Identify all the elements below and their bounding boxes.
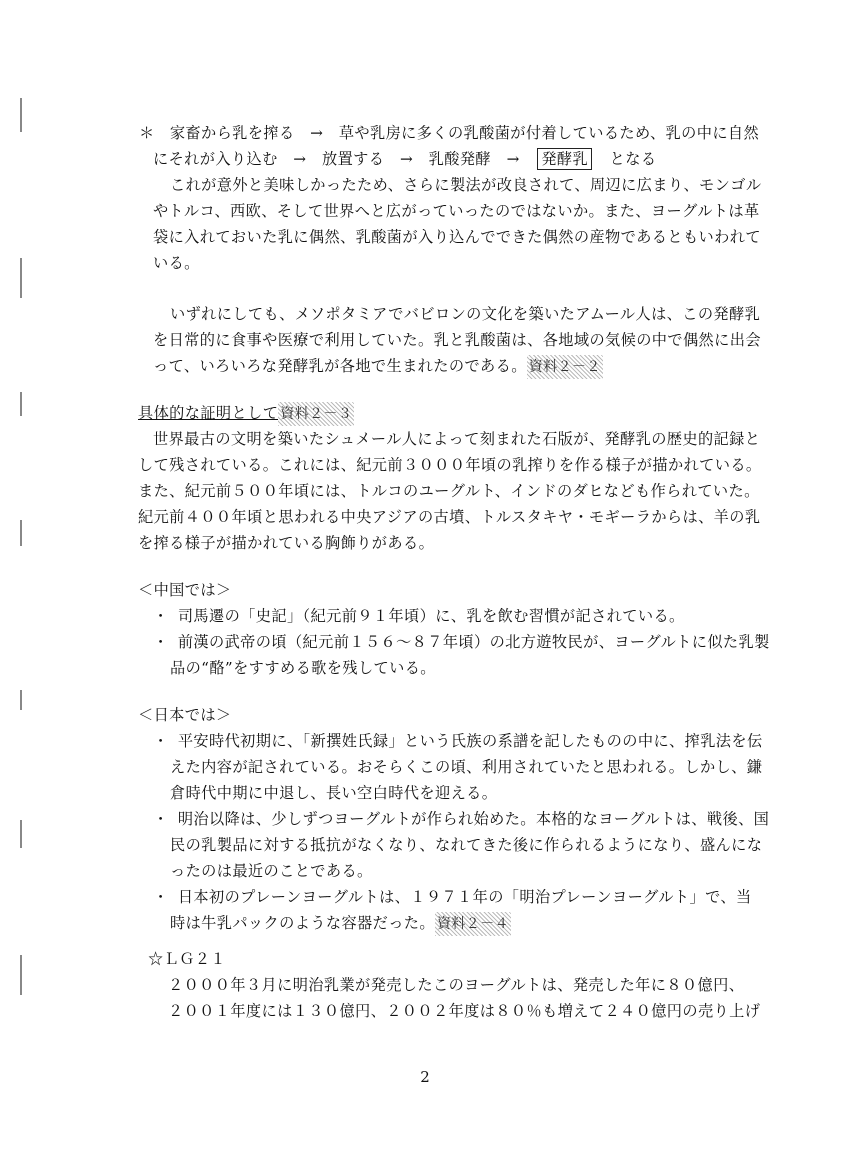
- japan-heading: ＜日本では＞: [138, 706, 232, 724]
- japan-bullet-1: [153, 729, 763, 753]
- section-2-line: 紀元前４００年頃と思われる中央アジアの古墳、トルスタキヤ・モギーラからは、羊の乳: [138, 508, 761, 526]
- japan-bullet-2-cont: 民の乳製品に対する抵抗がなくなり、なれてきた後に作られるようになり、盛んにな: [170, 836, 763, 854]
- china-bullet-1: [153, 604, 685, 628]
- reference-tag: 資料２－３: [278, 402, 354, 426]
- bullet-text: 明治以降は、少しずつヨーグルトが作られ始めた。本格的なヨーグルトは、戦後、国: [177, 810, 770, 828]
- section-2-line: また、紀元前５００年頃には、トルコのユーグルト、インドのダヒなども作られていた。: [138, 482, 760, 500]
- paragraph-1-line: やトルコ、西欧、そして世界へと広がっていったのではないか。また、ヨーグルトは革: [153, 202, 760, 220]
- flow-text-1: 家畜から乳を搾る → 草や乳房に多くの乳酸菌が付着しているため、乳の中に自然: [169, 124, 760, 142]
- china-bullet-2-cont: 品の“酪”をすすめる歌を残している。: [170, 659, 436, 677]
- scan-edge-mark: [20, 392, 22, 416]
- scan-edge-mark: [20, 98, 22, 132]
- reference-tag: 資料２－２: [527, 355, 603, 379]
- bullet-text: 時は牛乳パックのような容器だった。: [170, 914, 435, 932]
- japan-bullet-1-cont: 倉時代中期に中退し、長い空白時代を迎える。: [170, 784, 498, 802]
- bullet-mark: ・: [153, 607, 169, 625]
- bullet-mark: ・: [153, 732, 169, 750]
- bullet-text: 日本初のプレーンヨーグルトは、１９７１年の「明治プレーンヨーグルト」で、当: [177, 888, 752, 906]
- bullet-text: 前漢の武帝の頃（紀元前１５６～８７年頃）の北方遊牧民が、ヨーグルトに似た乳製: [177, 633, 770, 651]
- section-heading: [138, 401, 354, 426]
- japan-bullet-3: [153, 885, 752, 909]
- scan-edge-mark: [20, 820, 22, 848]
- flow-line-1: [139, 121, 759, 145]
- japan-bullet-2-cont: ったのは最近のことである。: [170, 862, 373, 880]
- page-number: 2: [420, 1068, 430, 1086]
- flow-text-2: にそれが入り込む → 放置する → 乳酸発酵 →: [153, 150, 536, 168]
- scan-edge-mark: [20, 520, 22, 546]
- paragraph-1-line: 袋に入れておいた乳に偶然、乳酸菌が入り込んでできた偶然の産物であるともいわれて: [153, 228, 761, 246]
- fermented-milk-box: 発酵乳: [537, 148, 592, 170]
- scan-edge-mark: [20, 955, 22, 995]
- scan-edge-mark: [20, 690, 22, 710]
- japan-bullet-1-cont: えた内容が記されている。おそらくこの頃、利用されていたと思われる。しかし、鎌: [170, 758, 763, 776]
- paragraph-1-line: これが意外と美味しかったため、さらに製法が改良されて、周辺に広まり、モンゴル: [170, 176, 762, 194]
- paragraph-1-line: いる。: [153, 254, 200, 272]
- bullet-text: 司馬遷の「史記」（紀元前９１年頃）に、乳を飲む習慣が記されている。: [177, 607, 685, 625]
- section-2-line: して残されている。これには、紀元前３０００年頃の乳搾りを作る様子が描かれている。: [138, 456, 762, 474]
- bullet-text: 平安時代初期に、「新撰姓氏録」という氏族の系譜を記したものの中に、搾乳法を伝: [177, 732, 763, 750]
- paragraph-2-line: を日常的に食事や医療で利用していた。乳と乳酸菌は、各地域の気候の中で偶然に出会: [153, 331, 761, 349]
- lg21-line: ２０００年３月に明治乳業が発売したこのヨーグルトは、発売した年に８０億円、: [168, 976, 745, 994]
- scan-edge-mark: [20, 258, 22, 298]
- section-2-line: を搾る様子が描かれている胸飾りがある。: [138, 534, 435, 552]
- china-bullet-2: [153, 630, 770, 654]
- china-heading: ＜中国では＞: [138, 581, 232, 599]
- bullet-mark: ・: [153, 810, 169, 828]
- japan-bullet-3-cont: [170, 911, 511, 936]
- bullet-mark: ・: [153, 633, 169, 651]
- reference-tag: 資料２－４: [435, 912, 511, 936]
- paragraph-2-line: いずれにしても、メソポタミアでバビロンの文化を築いたアムール人は、この発酵乳: [170, 305, 761, 323]
- asterisk-mark: ＊: [139, 124, 155, 142]
- section-2-line: 世界最古の文明を築いたシュメール人によって刻まれた石版が、発酵乳の歴史的記録と: [153, 430, 761, 448]
- japan-bullet-2: [153, 807, 769, 831]
- paragraph-2-text: って、いろいろな発酵乳が各地で生まれたのである。: [153, 357, 527, 375]
- flow-text-3: となる: [594, 150, 657, 168]
- lg21-line: ２００１年度には１３０億円、２００２年度は８０％も増えて２４０億円の売り上げ: [168, 1002, 761, 1020]
- section-heading-text: 具体的な証明として: [138, 404, 279, 422]
- lg21-heading: ☆ＬＧ２１: [148, 950, 226, 968]
- paragraph-2-line: [153, 354, 603, 379]
- bullet-mark: ・: [153, 888, 169, 906]
- flow-line-2: [153, 147, 656, 171]
